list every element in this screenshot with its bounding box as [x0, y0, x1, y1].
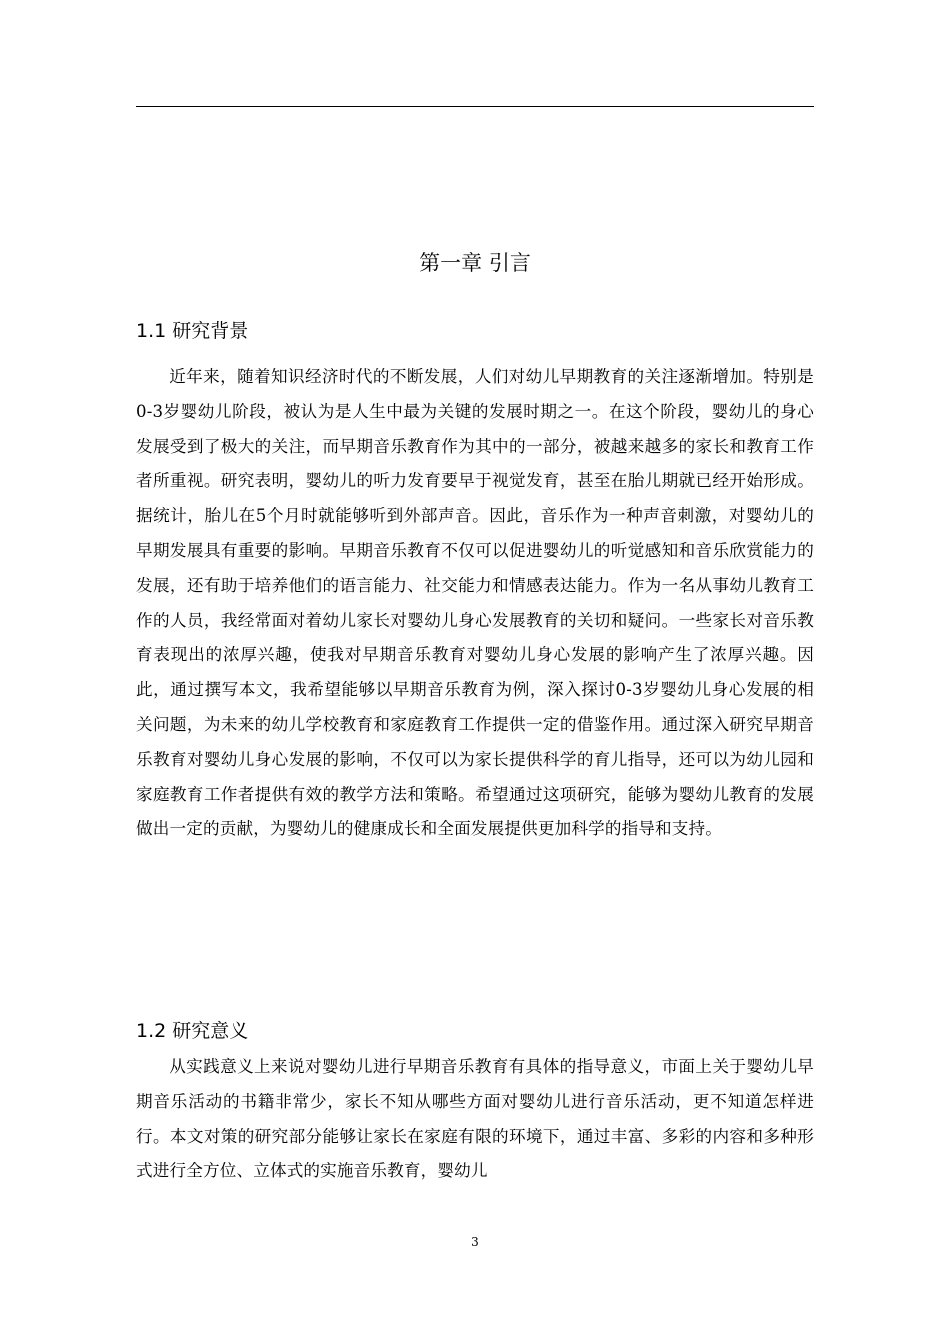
page-number: 3 [471, 1235, 479, 1249]
research-background-paragraph: 近年来，随着知识经济时代的不断发展，人们对幼儿早期教育的关注逐渐增加。特别是0-3岁婴幼儿阶段，被认为是人生中最为关键的发展时期之一。在这个阶段，婴幼儿的身心发展受到了极大的关注，而早期音乐教育作为其中的一部分，被越来越多的家长和教育工作者所重视。研究表明，婴幼儿的听力发育要早于视觉发育，甚至在胎儿期就已经开始形成。据统计，胎儿在5个月时就能够听到外部声音。因此，音乐作为一种声音刺激，对婴幼儿的早期发展具有重要的影响。早期音乐教育不仅可以促进婴幼儿的听觉感知和音乐欣赏能力的发展，还有助于培养他们的语言能力、社交能力和情感表达能力。作为一名从事幼儿教育工作的人员，我经常面对着幼儿家长对婴幼儿身心发展教育的关切和疑问。一些家长对音乐教育表现出的浓厚兴趣，使我对早期音乐教育对婴幼儿身心发展的影响产生了浓厚兴趣。因此，通过撰写本文，我希望能够以早期音乐教育为例，深入探讨0-3岁婴幼儿身心发展的相关问题，为未来的幼儿学校教育和家庭教育工作提供一定的借鉴作用。通过深入研究早期音乐教育对婴幼儿身心发展的影响，不仅可以为家长提供科学的育儿指导，还可以为幼儿园和家庭教育工作者提供有效的教学方法和策略。希望通过这项研究，能够为婴幼儿教育的发展做出一定的贡献，为婴幼儿的健康成长和全面发展提供更加科学的指导和支持。 [136, 367, 814, 839]
section-heading-research-background: 1.1 研究背景 [136, 320, 249, 342]
header-rule [136, 106, 814, 107]
research-significance-paragraph: 从实践意义上来说对婴幼儿进行早期音乐教育有具体的指导意义，市面上关于婴幼儿早期音乐活动的书籍非常少，家长不知从哪些方面对婴幼儿进行音乐活动，更不知道怎样进行。本文对策的研究部分能够让家长在家庭有限的环境下，通过丰富、多彩的内容和多种形式进行全方位、立体式的实施音乐教育，婴幼儿 [136, 1057, 814, 1181]
section-heading-research-significance: 1.2 研究意义 [136, 1020, 249, 1042]
chapter-title: 第一章 引言 [419, 251, 531, 275]
